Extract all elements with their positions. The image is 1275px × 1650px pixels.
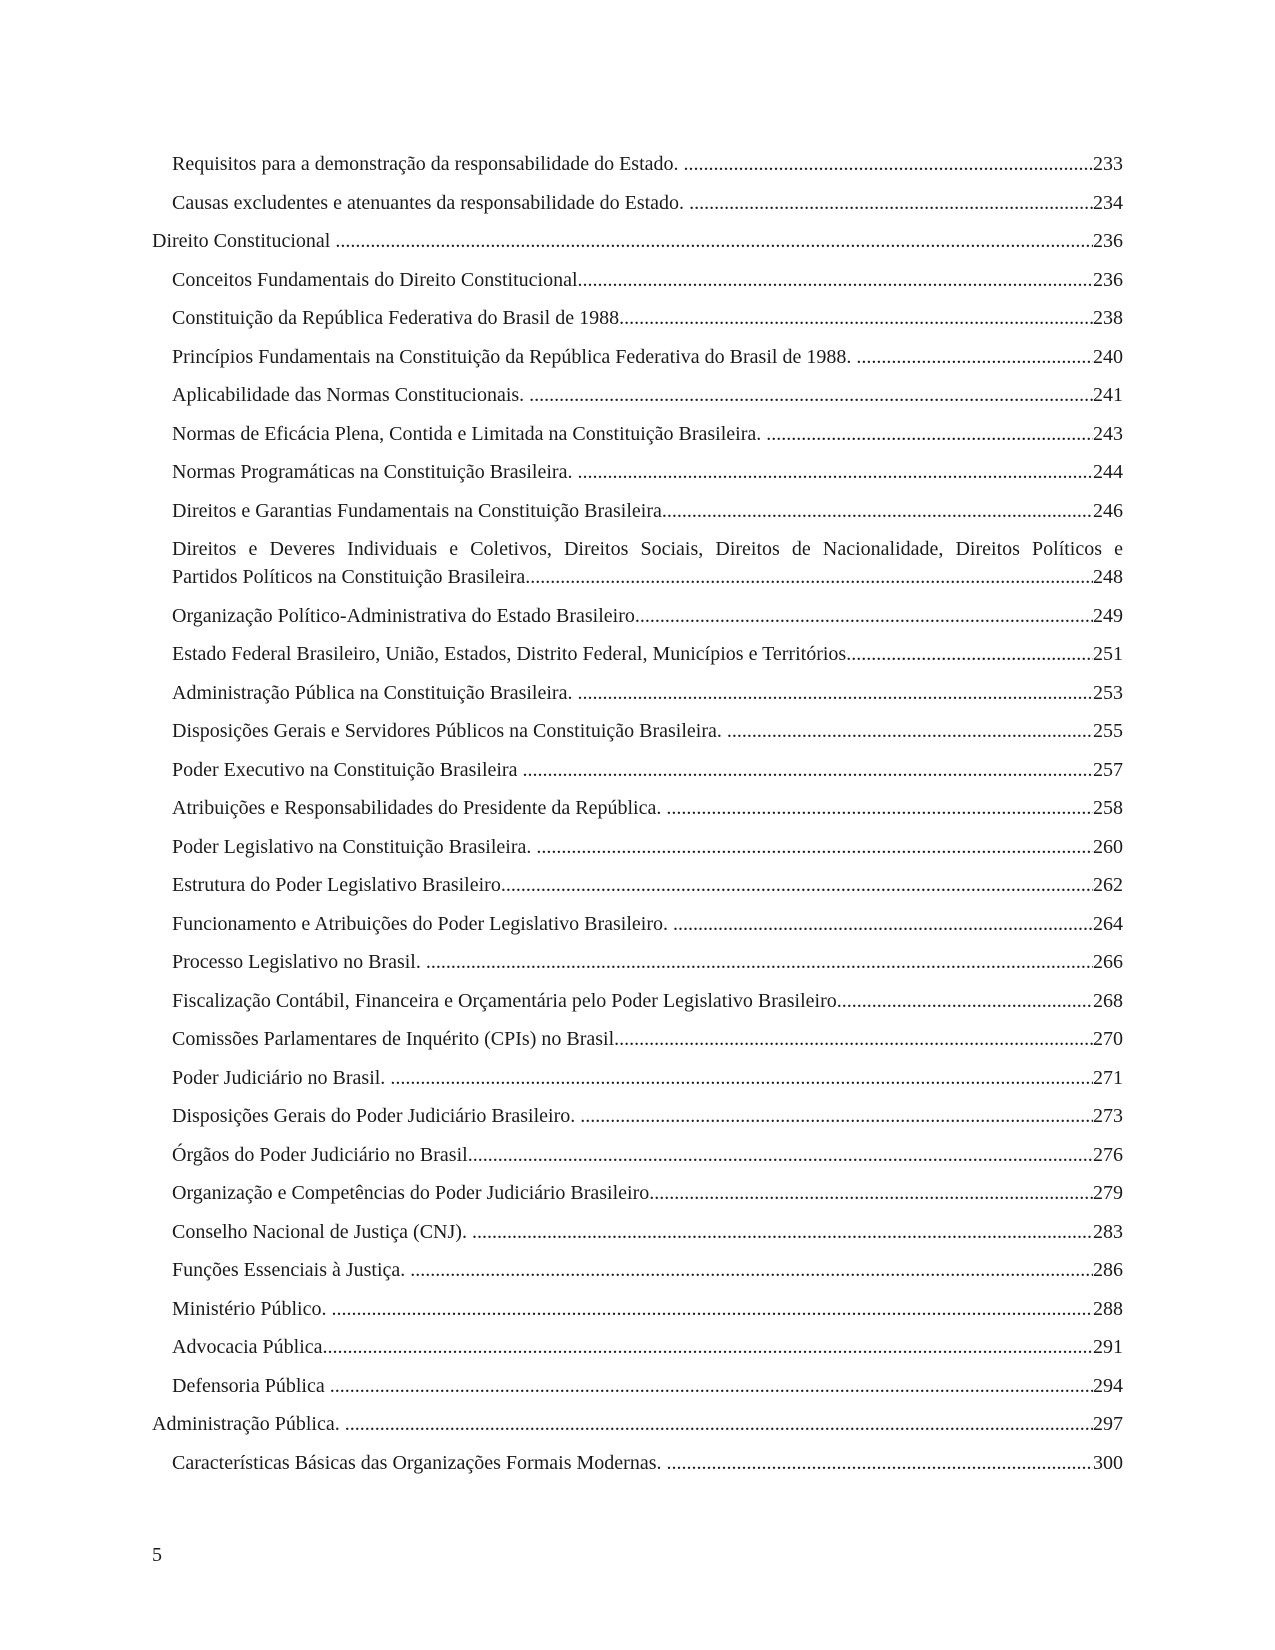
dot-leader [583, 266, 1093, 294]
toc-entry-page: 260 [1093, 835, 1123, 858]
toc-entry-title: Estrutura do Poder Legislativo Brasileiro. [172, 874, 506, 896]
toc-entry-title: Atribuições e Responsabilidades do Presidente da República. [172, 797, 667, 819]
dot-leader [856, 343, 1093, 371]
toc-entry-title: Poder Legislativo na Constituição Brasileira. [172, 835, 537, 858]
toc-entry[interactable] [152, 1256, 1123, 1284]
toc-entry[interactable] [152, 1372, 1123, 1400]
toc-entry-page: 233 [1093, 153, 1123, 175]
toc-entry-page: 297 [1093, 1413, 1123, 1435]
toc-entry[interactable] [152, 1025, 1123, 1053]
toc-entry-page: 249 [1093, 604, 1123, 627]
toc-entry-title: Normas Programáticas na Constituição Brasileira. [172, 461, 578, 483]
toc-entry[interactable] [152, 458, 1123, 486]
toc-entry-title: Disposições Gerais do Poder Judiciário Brasileiro. [172, 1105, 581, 1127]
toc-entry[interactable] [152, 833, 1123, 861]
toc-entry-title: Administração Pública. [152, 1413, 345, 1435]
toc-entry-page: 300 [1093, 1451, 1123, 1474]
dot-leader [619, 1025, 1093, 1053]
toc-entry-page: 273 [1093, 1105, 1123, 1127]
dot-leader [345, 1410, 1093, 1438]
toc-entry-title: Normas de Eficácia Plena, Contida e Limitada na Constituição Brasileira. [172, 422, 767, 445]
toc-entry-title: Defensoria Pública [172, 1374, 330, 1397]
toc-entry-title: Requisitos para a demonstração da responsabilidade do Estado. [172, 153, 684, 175]
toc-entry-page: 291 [1093, 1336, 1123, 1358]
toc-entry[interactable] [152, 1295, 1123, 1323]
toc-entry-title: Organização e Competências do Poder Judiciário Brasileiro. [172, 1182, 655, 1204]
toc-entry-title: Estado Federal Brasileiro, União, Estados, Distrito Federal, Municípios e Territórios. [172, 643, 852, 665]
toc-entry-page: 238 [1093, 307, 1123, 329]
toc-entry-title: Funcionamento e Atribuições do Poder Legislativo Brasileiro. [172, 912, 674, 935]
dot-leader [335, 227, 1093, 255]
toc-entry-title: Direitos e Garantias Fundamentais na Constituição Brasileira. [172, 499, 667, 522]
toc-entry-page: 270 [1093, 1028, 1123, 1050]
toc-entry-title: Processo Legislativo no Brasil. [172, 951, 426, 973]
toc-entry[interactable] [152, 794, 1123, 822]
dot-leader [666, 1449, 1093, 1477]
toc-entry[interactable] [152, 640, 1123, 668]
toc-entry[interactable] [152, 1218, 1123, 1246]
toc-entry-page: 244 [1093, 461, 1123, 483]
toc-entry-title: Princípios Fundamentais na Constituição da República Federativa do Brasil de 1988. [172, 345, 857, 368]
toc-entry-page: 251 [1093, 643, 1123, 665]
toc-entry[interactable] [152, 948, 1123, 976]
toc-entry-page: 236 [1093, 230, 1123, 252]
toc-entry-title: Direito Constitucional [152, 230, 336, 252]
toc-entry-title: Advocacia Pública. [172, 1336, 328, 1358]
dot-leader [426, 948, 1093, 976]
toc-entry[interactable] [152, 497, 1123, 525]
dot-leader [473, 1141, 1093, 1169]
toc-entry-page: 240 [1093, 345, 1123, 368]
toc-entry-title: Partidos Políticos na Constituição Brasileira. [172, 566, 531, 588]
dot-leader [331, 1295, 1093, 1323]
toc-entry-page: 255 [1093, 720, 1123, 742]
toc-entry[interactable] [152, 227, 1123, 255]
toc-entry-title: Conceitos Fundamentais do Direito Constitucional. [172, 268, 583, 291]
dot-leader [530, 563, 1093, 591]
toc-entry[interactable] [152, 1449, 1123, 1477]
dot-leader [577, 458, 1093, 486]
toc-entry-title: Fiscalização Contábil, Financeira e Orçamentária pelo Poder Legislativo Brasileiro. [172, 989, 842, 1012]
toc-entry[interactable] [152, 679, 1123, 707]
toc-entry[interactable] [152, 756, 1123, 784]
toc-entry[interactable] [152, 343, 1123, 371]
toc-entry-page: 271 [1093, 1066, 1123, 1089]
toc-entry-page: 257 [1093, 758, 1123, 781]
dot-leader [640, 602, 1093, 630]
toc-entry[interactable] [152, 420, 1123, 448]
dot-leader [529, 381, 1093, 409]
toc-entry[interactable] [152, 987, 1123, 1015]
dot-leader [667, 497, 1093, 525]
toc-entry[interactable] [152, 1179, 1123, 1207]
dot-leader [330, 1372, 1093, 1400]
dot-leader [580, 1102, 1093, 1130]
toc-entry[interactable] [152, 910, 1123, 938]
toc-entry-wrapped-line: Direitos e Deveres Individuais e Coletivos, Direitos Sociais, Direitos de Nacionalidade, Direitos Políticos e [172, 538, 1123, 560]
dot-leader [684, 150, 1093, 178]
toc-entry[interactable] [152, 1102, 1123, 1130]
toc-entry-title: Poder Judiciário no Brasil. [172, 1066, 391, 1089]
toc-entry-title: Administração Pública na Constituição Brasileira. [172, 681, 578, 704]
dot-leader [328, 1333, 1094, 1361]
toc-entry-title: Organização Político-Administrativa do Estado Brasileiro. [172, 604, 640, 627]
toc-entry-title: Características Básicas das Organizações Formais Modernas. [172, 1451, 667, 1474]
dot-leader [851, 640, 1093, 668]
toc-entry[interactable] [152, 602, 1123, 630]
toc-entry-page: 283 [1093, 1220, 1123, 1243]
toc-entry-page: 248 [1093, 566, 1123, 588]
toc-entry-page: 266 [1093, 951, 1123, 973]
dot-leader [472, 1218, 1093, 1246]
toc-entry[interactable] [152, 266, 1123, 294]
toc-entry-page: 264 [1093, 912, 1123, 935]
toc-entry[interactable] [152, 535, 1123, 591]
dot-leader [522, 756, 1093, 784]
toc-entry-page: 286 [1093, 1259, 1123, 1281]
dot-leader [673, 910, 1093, 938]
toc-entry-title: Aplicabilidade das Normas Constitucionais. [172, 384, 530, 406]
dot-leader [577, 679, 1093, 707]
toc-entry[interactable] [152, 1410, 1123, 1438]
toc-entry-page: 294 [1093, 1374, 1123, 1397]
toc-entry-title: Órgãos do Poder Judiciário no Brasil. [172, 1143, 473, 1166]
toc-entry-title: Conselho Nacional de Justiça (CNJ). [172, 1220, 472, 1243]
toc-entry[interactable] [152, 304, 1123, 332]
toc-entry-page: 288 [1093, 1297, 1123, 1320]
toc-entry-page: 246 [1093, 499, 1123, 522]
toc-entry-page: 276 [1093, 1143, 1123, 1166]
dot-leader [390, 1064, 1093, 1092]
toc-entry-page: 279 [1093, 1182, 1123, 1204]
toc-entry[interactable] [152, 1064, 1123, 1092]
toc-entry-title: Comissões Parlamentares de Inquérito (CPIs) no Brasil. [172, 1028, 620, 1050]
dot-leader [766, 420, 1093, 448]
dot-leader [689, 189, 1093, 217]
toc-entry-page: 236 [1093, 268, 1123, 291]
toc-entry-page: 258 [1093, 797, 1123, 819]
toc-entry-title: Constituição da República Federativa do Brasil de 1988. [172, 307, 625, 329]
toc-entry[interactable] [152, 1333, 1123, 1361]
toc-entry[interactable] [152, 381, 1123, 409]
toc-list [152, 150, 1123, 1487]
toc-entry-page: 241 [1093, 384, 1123, 406]
toc-entry-page: 268 [1093, 989, 1123, 1012]
toc-entry[interactable] [152, 871, 1123, 899]
toc-entry-title: Disposições Gerais e Servidores Públicos na Constituição Brasileira. [172, 720, 727, 742]
toc-entry[interactable] [152, 150, 1123, 178]
toc-entry-title: Poder Executivo na Constituição Brasileira [172, 758, 523, 781]
dot-leader [536, 833, 1093, 861]
page-number: 5 [152, 1544, 162, 1566]
dot-leader [410, 1256, 1093, 1284]
toc-entry[interactable] [152, 1141, 1123, 1169]
dot-leader [666, 794, 1093, 822]
dot-leader [506, 871, 1093, 899]
toc-entry[interactable] [152, 717, 1123, 745]
toc-entry-title: Causas excludentes e atenuantes da responsabilidade do Estado. [172, 191, 690, 214]
dot-leader [727, 717, 1093, 745]
toc-entry-page: 262 [1093, 874, 1123, 896]
toc-entry-page: 243 [1093, 422, 1123, 445]
toc-entry-page: 253 [1093, 681, 1123, 704]
toc-entry[interactable] [152, 189, 1123, 217]
dot-leader [624, 304, 1093, 332]
toc-entry-page: 234 [1093, 191, 1123, 214]
toc-entry-title: Funções Essenciais à Justiça. [172, 1259, 411, 1281]
dot-leader [654, 1179, 1093, 1207]
dot-leader [842, 987, 1093, 1015]
toc-entry-title: Ministério Público. [172, 1297, 332, 1320]
